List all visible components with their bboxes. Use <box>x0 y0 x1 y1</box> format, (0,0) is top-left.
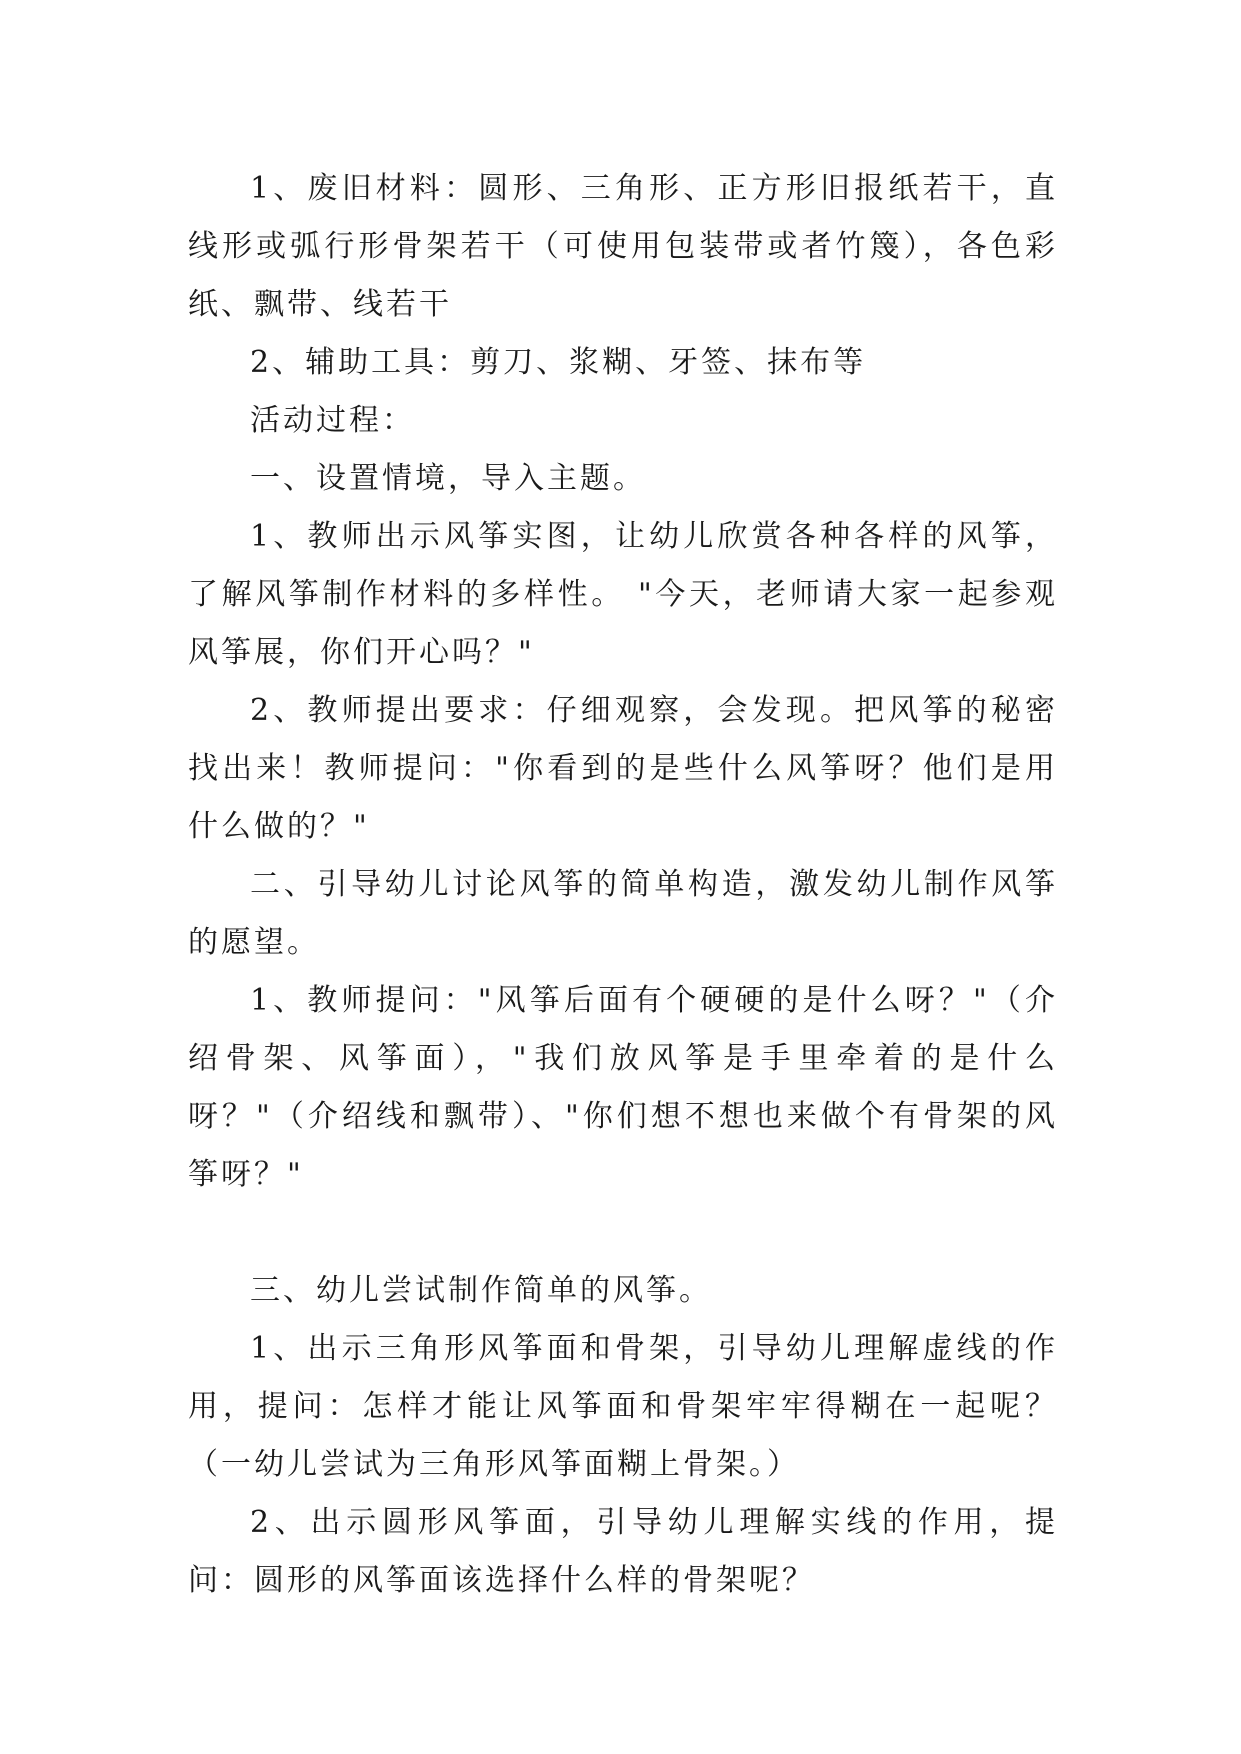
paragraph-materials: 1、废旧材料：圆形、三角形、正方形旧报纸若干，直线形或弧行形骨架若干（可使用包装带或者竹篾），各色彩纸、飘带、线若干 <box>188 171 1058 322</box>
paragraph-one-step-1: 1、教师出示风筝实图，让幼儿欣赏各种各样的风筝，了解风筝制作材料的多样性。 "今天，老师请大家一起参观风筝展，你们开心吗？" <box>188 519 1058 670</box>
paragraph-two-step-1: 1、教师提问："风筝后面有个硬硬的是什么呀？"（介绍骨架、风筝面），"我们放风筝是手里牵着的是什么呀？"（介绍线和飘带）、"你们想不想也来做个有骨架的风筝呀？" <box>188 983 1058 1192</box>
paragraph-one-step-2: 2、教师提出要求：仔细观察，会发现。把风筝的秘密找出来！教师提问："你看到的是些什么风筝呀？他们是用什么做的？" <box>188 693 1058 844</box>
paragraph-three-step-2: 2、出示圆形风筝面，引导幼儿理解实线的作用，提问：圆形的风筝面该选择什么样的骨架呢？ <box>188 1505 1058 1598</box>
paragraph-section-two: 二、引导幼儿讨论风筝的简单构造，激发幼儿制作风筝的愿望。 <box>188 867 1058 960</box>
paragraph-three-step-1: 1、出示三角形风筝面和骨架，引导幼儿理解虚线的作用，提问：怎样才能让风筝面和骨架牢牢得糊在一起呢？（一幼儿尝试为三角形风筝面糊上骨架。） <box>188 1331 1058 1482</box>
paragraph-section-three: 三、幼儿尝试制作简单的风筝。 <box>250 1273 712 1308</box>
paragraph-tools: 2、辅助工具：剪刀、浆糊、牙签、抹布等 <box>250 345 867 380</box>
document-body <box>188 160 1058 1610</box>
paragraph-process-heading: 活动过程： <box>250 403 415 438</box>
paragraph-section-one: 一、设置情境，导入主题。 <box>250 461 646 496</box>
